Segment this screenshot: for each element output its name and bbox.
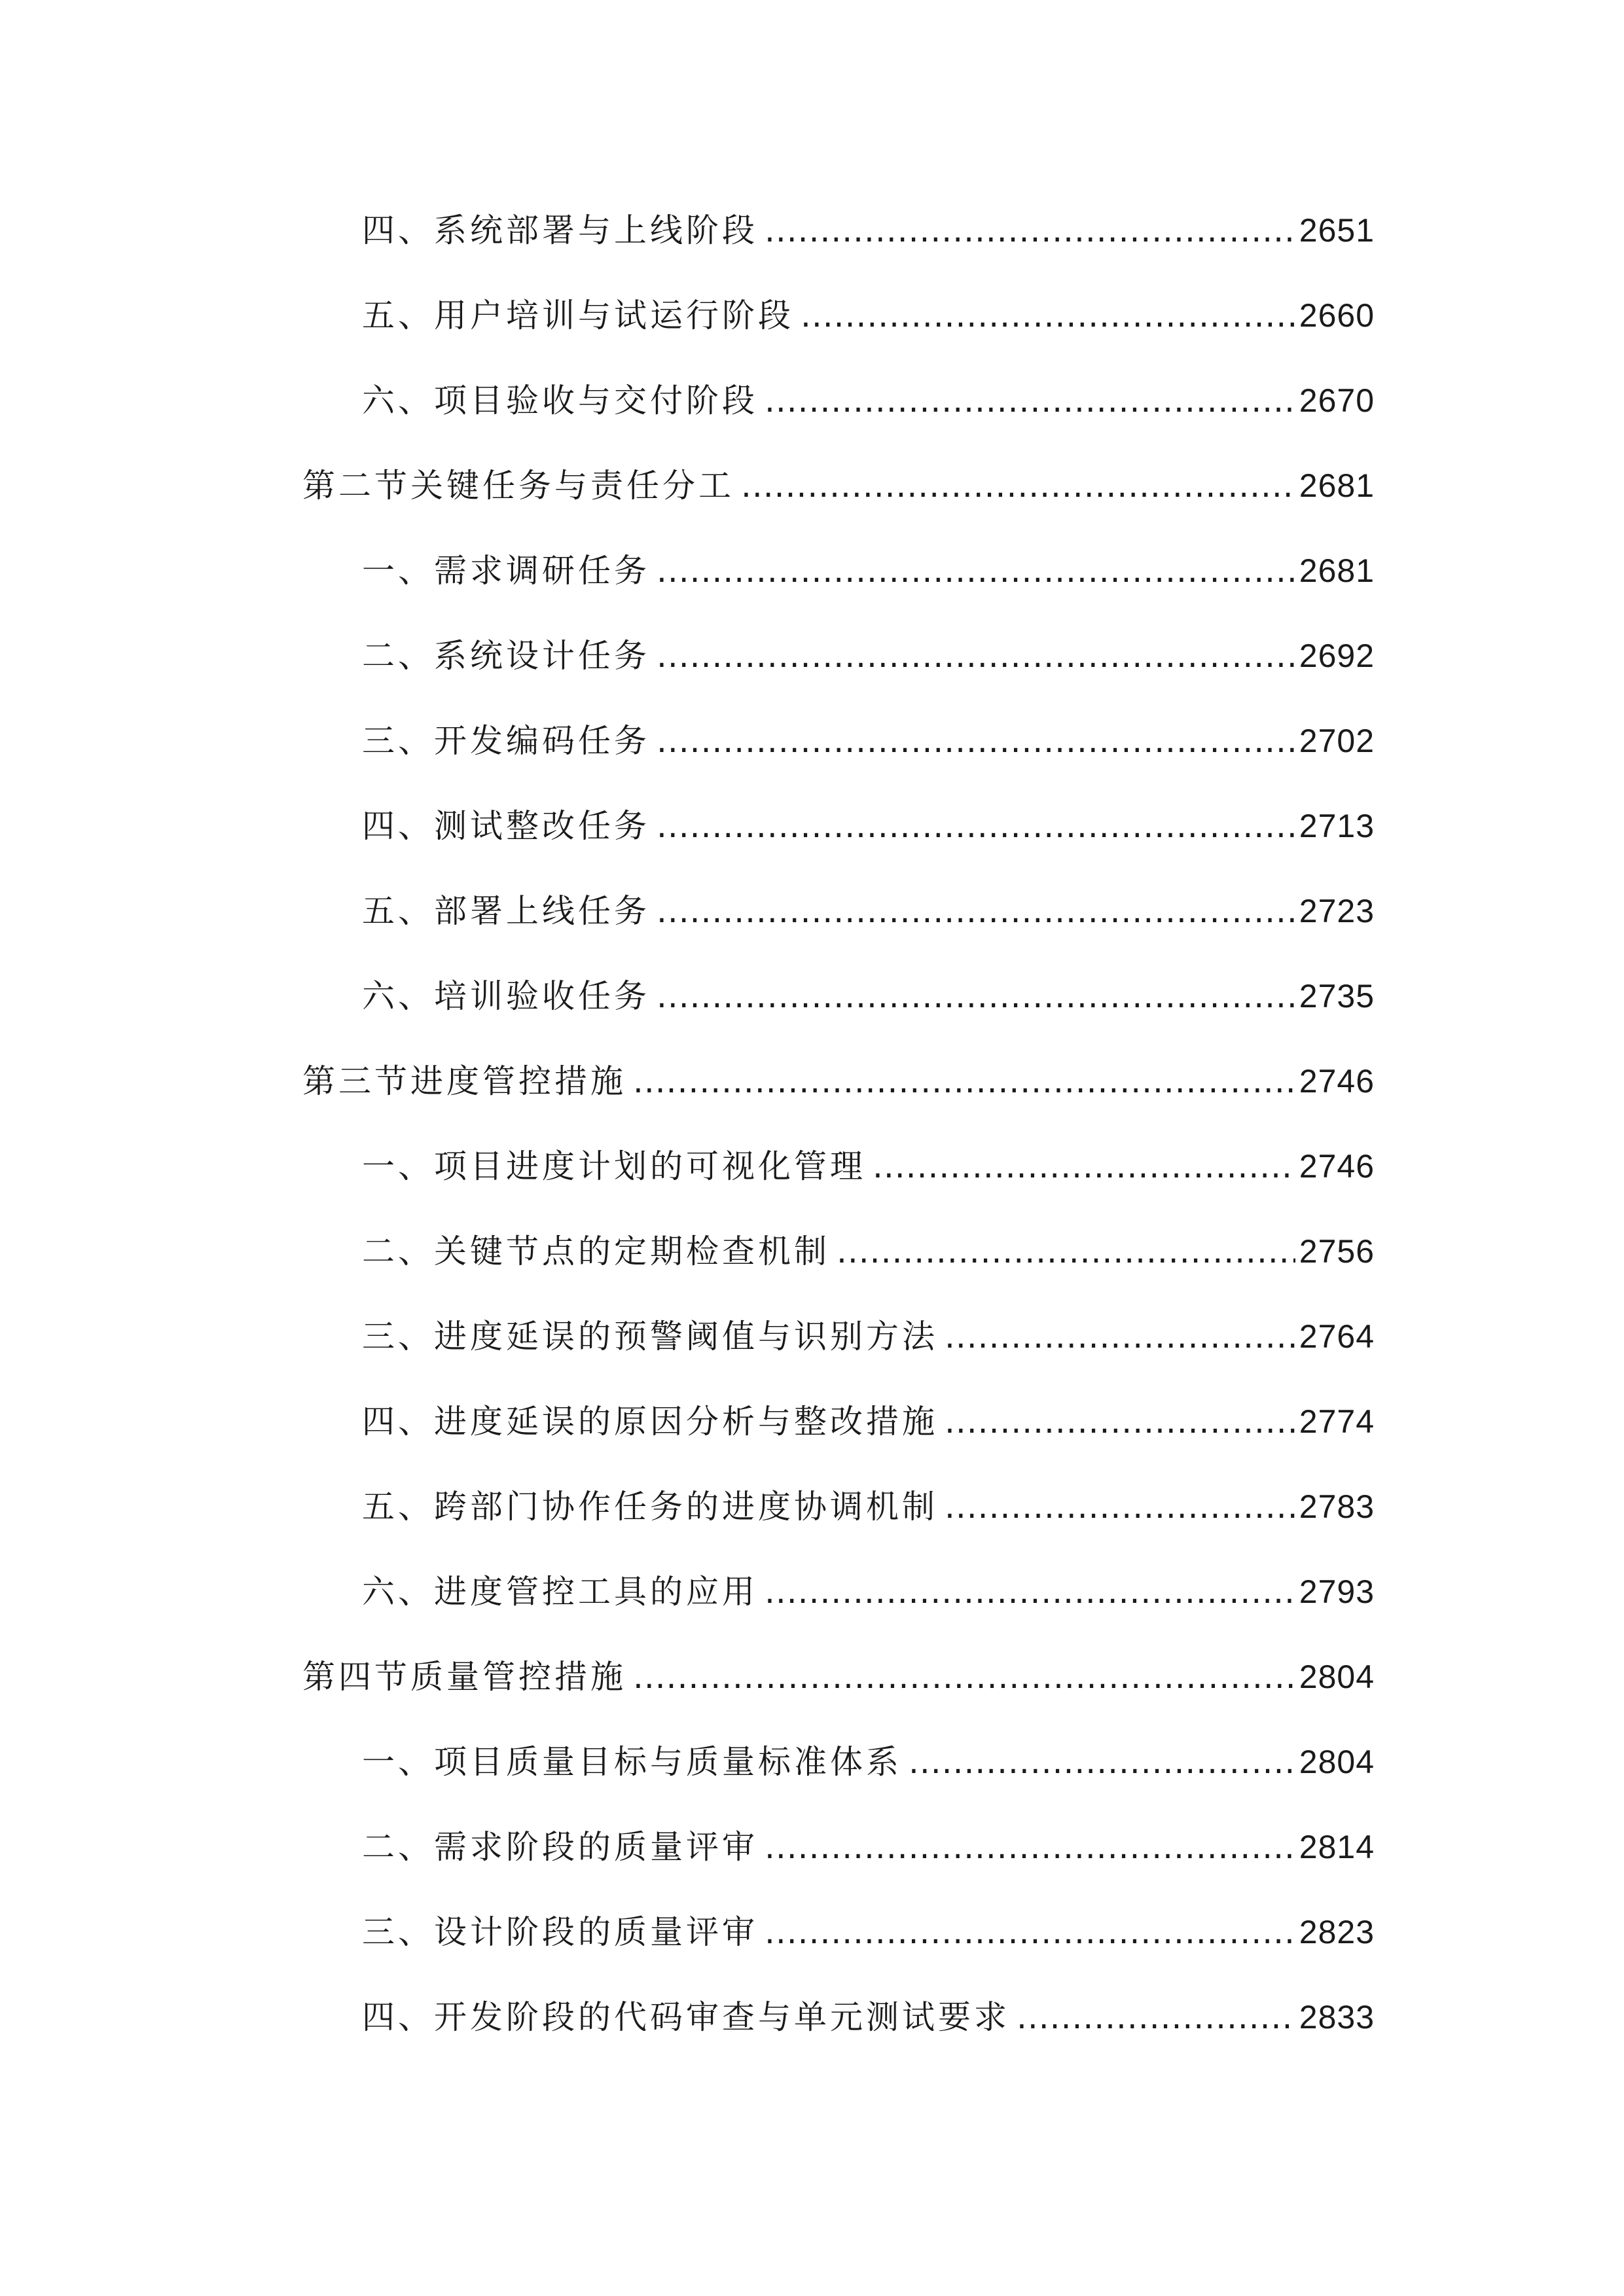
toc-entry[interactable] xyxy=(0,806,1375,891)
toc-entry[interactable] xyxy=(0,1742,1375,1827)
dot-leader xyxy=(657,551,1295,590)
toc-entry-title: 三、设计阶段的质量评审 xyxy=(362,1913,758,1951)
dot-leader xyxy=(741,466,1295,505)
toc-page-number: 2713 xyxy=(1299,808,1375,844)
toc-page-number: 2756 xyxy=(1299,1233,1375,1270)
dot-leader xyxy=(837,1232,1295,1271)
toc-entry[interactable] xyxy=(0,1232,1375,1317)
dot-leader xyxy=(657,721,1295,761)
dot-leader xyxy=(945,1487,1295,1526)
toc-entry-title: 二、系统设计任务 xyxy=(362,637,650,675)
toc-section-entry[interactable] xyxy=(0,466,1375,551)
toc-entry[interactable] xyxy=(0,1912,1375,1998)
toc-page-number: 2793 xyxy=(1299,1573,1375,1610)
dot-leader xyxy=(633,1062,1295,1101)
toc-entry[interactable] xyxy=(0,1317,1375,1402)
toc-entry-title: 五、用户培训与试运行阶段 xyxy=(362,296,794,334)
toc-entry-title: 三、进度延误的预警阈值与识别方法 xyxy=(362,1318,938,1355)
toc-entry[interactable] xyxy=(0,721,1375,806)
toc-page-number: 2681 xyxy=(1299,467,1375,504)
dot-leader xyxy=(945,1317,1295,1356)
toc-entry-title: 四、系统部署与上线阶段 xyxy=(362,211,758,249)
dot-leader xyxy=(765,1572,1295,1611)
toc-entry[interactable] xyxy=(0,1998,1375,2083)
dot-leader xyxy=(657,806,1295,846)
toc-entry[interactable] xyxy=(0,211,1375,296)
toc-entry-title: 四、开发阶段的代码审查与单元测试要求 xyxy=(362,1998,1010,2036)
toc-entry[interactable] xyxy=(0,1572,1375,1657)
table-of-contents xyxy=(0,211,1624,2083)
toc-entry[interactable] xyxy=(0,551,1375,636)
dot-leader xyxy=(801,296,1295,335)
toc-page-number: 2681 xyxy=(1299,552,1375,589)
toc-entry[interactable] xyxy=(0,1827,1375,1912)
dot-leader xyxy=(1017,1998,1295,2037)
dot-leader xyxy=(945,1402,1295,1441)
toc-page-number: 2833 xyxy=(1299,1999,1375,2036)
dot-leader xyxy=(657,977,1295,1016)
toc-page-number: 2735 xyxy=(1299,978,1375,1014)
dot-leader xyxy=(873,1147,1295,1186)
toc-page-number: 2660 xyxy=(1299,297,1375,334)
toc-page-number: 2823 xyxy=(1299,1914,1375,1950)
toc-entry-title: 五、部署上线任务 xyxy=(362,892,650,930)
toc-page-number: 2804 xyxy=(1299,1744,1375,1780)
toc-section-title: 第四节质量管控措施 xyxy=(302,1658,626,1696)
toc-page-number: 2814 xyxy=(1299,1829,1375,1865)
toc-entry-title: 六、进度管控工具的应用 xyxy=(362,1573,758,1611)
toc-section-entry[interactable] xyxy=(0,1062,1375,1147)
toc-entry-title: 一、项目质量目标与质量标准体系 xyxy=(362,1743,902,1781)
toc-entry-title: 二、需求阶段的质量评审 xyxy=(362,1828,758,1866)
toc-page-number: 2764 xyxy=(1299,1318,1375,1355)
toc-page-number: 2692 xyxy=(1299,637,1375,674)
toc-entry-title: 四、进度延误的原因分析与整改措施 xyxy=(362,1403,938,1441)
toc-section-entry[interactable] xyxy=(0,1657,1375,1742)
toc-page-number: 2702 xyxy=(1299,723,1375,759)
toc-page-number: 2746 xyxy=(1299,1148,1375,1185)
toc-entry-title: 六、项目验收与交付阶段 xyxy=(362,382,758,420)
dot-leader xyxy=(765,1827,1295,1867)
toc-page-number: 2804 xyxy=(1299,1659,1375,1695)
toc-entry[interactable] xyxy=(0,296,1375,381)
toc-entry-title: 一、项目进度计划的可视化管理 xyxy=(362,1147,866,1185)
toc-entry[interactable] xyxy=(0,977,1375,1062)
toc-page-number: 2774 xyxy=(1299,1403,1375,1440)
toc-entry-title: 一、需求调研任务 xyxy=(362,552,650,590)
toc-section-title: 第二节关键任务与责任分工 xyxy=(302,467,734,505)
toc-entry[interactable] xyxy=(0,1402,1375,1487)
toc-entry-title: 二、关键节点的定期检查机制 xyxy=(362,1232,830,1270)
toc-entry-title: 四、测试整改任务 xyxy=(362,807,650,845)
toc-page-number: 2783 xyxy=(1299,1488,1375,1525)
toc-entry[interactable] xyxy=(0,1487,1375,1572)
dot-leader xyxy=(633,1657,1295,1696)
toc-entry[interactable] xyxy=(0,636,1375,721)
toc-page-number: 2651 xyxy=(1299,212,1375,249)
toc-section-title: 第三节进度管控措施 xyxy=(302,1062,626,1100)
toc-page-number: 2746 xyxy=(1299,1063,1375,1100)
dot-leader xyxy=(765,211,1295,250)
toc-entry-title: 六、培训验收任务 xyxy=(362,977,650,1015)
toc-entry-title: 三、开发编码任务 xyxy=(362,722,650,760)
dot-leader xyxy=(765,1912,1295,1952)
toc-entry[interactable] xyxy=(0,1147,1375,1232)
toc-entry[interactable] xyxy=(0,381,1375,466)
dot-leader xyxy=(765,381,1295,420)
toc-page-number: 2670 xyxy=(1299,382,1375,419)
toc-page-number: 2723 xyxy=(1299,893,1375,929)
dot-leader xyxy=(657,891,1295,931)
dot-leader xyxy=(909,1742,1295,1782)
toc-entry[interactable] xyxy=(0,891,1375,977)
toc-entry-title: 五、跨部门协作任务的进度协调机制 xyxy=(362,1488,938,1526)
dot-leader xyxy=(657,636,1295,675)
